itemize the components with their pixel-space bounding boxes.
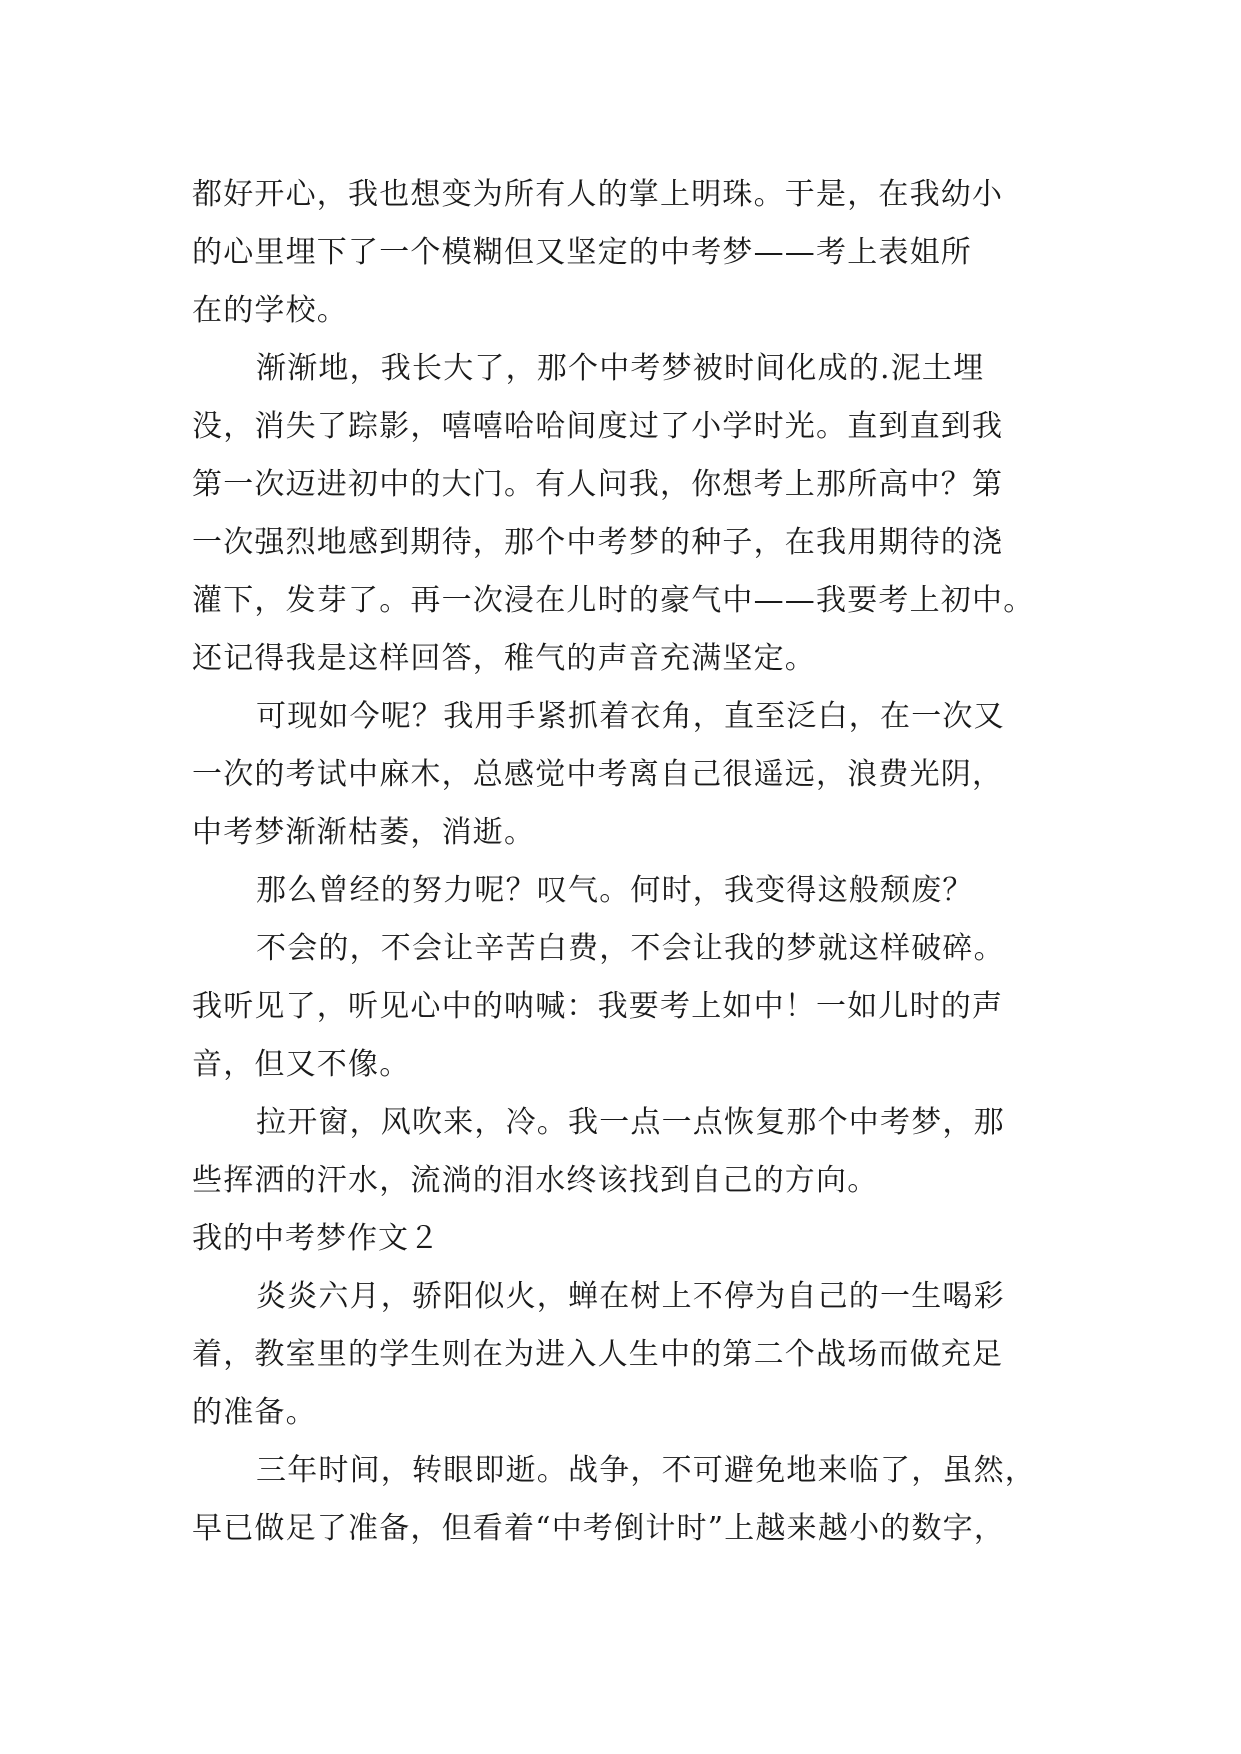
text-line: 着，教室里的学生则在为进入人生中的第二个战场而做充足: [192, 1337, 1004, 1372]
paragraph: [192, 1268, 1072, 1442]
text-line: 拉开窗，风吹来，冷。我一点一点恢复那个中考梦，那: [256, 1105, 1005, 1140]
paragraph: [192, 920, 1072, 1094]
paragraph: [192, 166, 1072, 340]
text-line: 那么曾经的努力呢？叹气。何时，我变得这般颓废？: [256, 873, 974, 908]
paragraph: [192, 688, 1072, 862]
text-line: 音，但又不像。: [192, 1047, 411, 1082]
text-line: 的准备。: [192, 1395, 317, 1430]
text-line: 三年时间，转眼即逝。战争，不可避免地来临了，虽然，: [256, 1453, 1036, 1488]
text-line: 灌下，发芽了。再一次浸在儿时的豪气中——我要考上初中。: [192, 583, 1035, 618]
heading-text: 我的中考梦作文２: [192, 1221, 440, 1256]
text-line: 些挥洒的汗水，流淌的泪水终该找到自己的方向。: [192, 1163, 879, 1198]
text-line: 在的学校。: [192, 293, 348, 328]
text-line: 一次强烈地感到期待，那个中考梦的种子，在我用期待的浇: [192, 525, 1004, 560]
text-line: 不会的，不会让辛苦白费，不会让我的梦就这样破碎。: [256, 931, 1005, 966]
text-line: 渐渐地，我长大了，那个中考梦被时间化成的.泥土埋: [256, 351, 985, 386]
text-line: 没，消失了踪影，嘻嘻哈哈间度过了小学时光。直到直到我: [192, 409, 1004, 444]
document-page: [192, 166, 1072, 1558]
text-line: 中考梦渐渐枯萎，消逝。: [192, 815, 536, 850]
text-line: 早已做足了准备，但看着“中考倒计时”上越来越小的数字，: [192, 1511, 1006, 1546]
text-line: 我听见了，听见心中的呐喊：我要考上如中！一如儿时的声: [192, 989, 1004, 1024]
text-line: 还记得我是这样回答，稚气的声音充满坚定。: [192, 641, 816, 676]
text-line: 炎炎六月，骄阳似火，蝉在树上不停为自己的一生喝彩: [256, 1279, 1005, 1314]
section-heading: [192, 1210, 1072, 1268]
text-line: 一次的考试中麻木，总感觉中考离自己很遥远，浪费光阴，: [192, 757, 1004, 792]
paragraph: [192, 340, 1072, 688]
text-line: 第一次迈进初中的大门。有人问我，你想考上那所高中？第: [192, 467, 1004, 502]
text-line: 的心里埋下了一个模糊但又坚定的中考梦——考上表姐所: [192, 235, 972, 270]
text-line: 都好开心，我也想变为所有人的掌上明珠。于是，在我幼小: [192, 177, 1004, 212]
paragraph: [192, 862, 1072, 920]
paragraph: [192, 1442, 1072, 1558]
paragraph: [192, 1094, 1072, 1210]
text-line: 可现如今呢？我用手紧抓着衣角，直至泛白，在一次又: [256, 699, 1005, 734]
